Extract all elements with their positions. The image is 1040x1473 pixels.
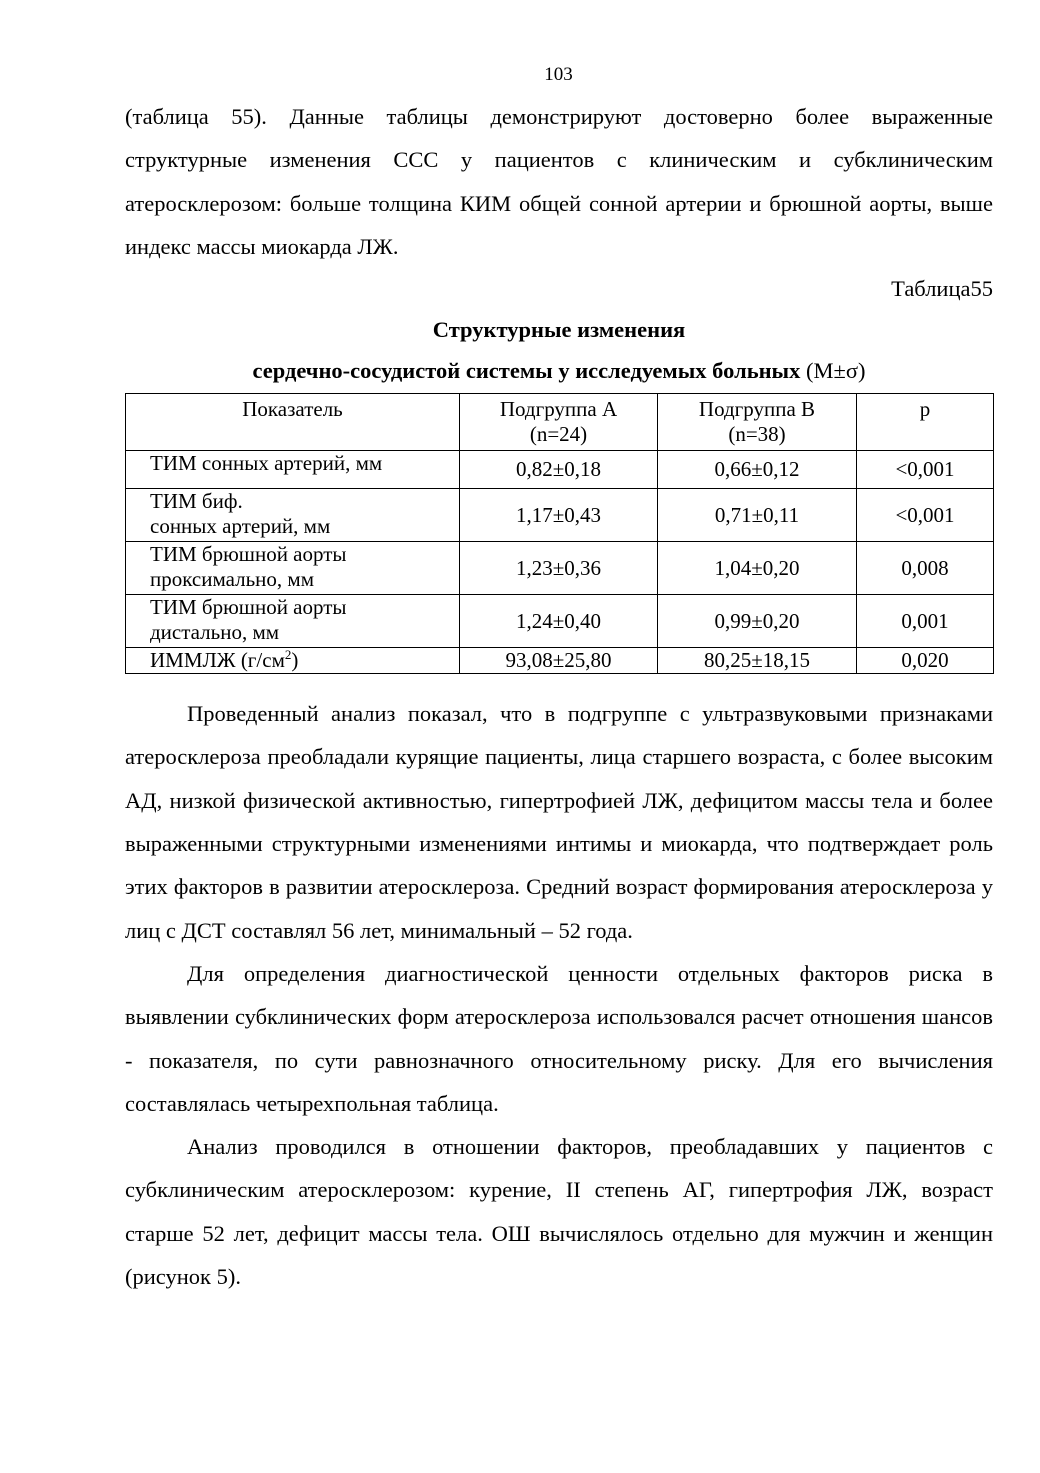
table-title-line1	[125, 309, 993, 350]
table-title-line2	[125, 350, 993, 391]
row-label-line1: ТИМ брюшной аорты	[150, 542, 347, 567]
table-row	[126, 489, 994, 542]
row-value-p: <0,001	[857, 451, 994, 489]
page-content	[125, 95, 993, 1298]
body-paragraph: Для определения диагностической ценности отдельных факторов риска в выявлении субклинических форм атеросклероза использовался расчет отношения шансов - показателя, по сути равнозначного относительному риску. Для его вычисления составлялась четырехпольная таблица.	[125, 960, 993, 1116]
header-subgroup-b-name: Подгруппа В	[698, 397, 816, 422]
structural-changes-table	[125, 393, 994, 674]
row-value-b: 80,25±18,15	[658, 648, 857, 674]
row-value-b: 1,04±0,20	[658, 542, 857, 595]
table-title-line2-bold: сердечно-сосудистой системы у исследуемых больных	[252, 358, 801, 384]
header-indicator: Показатель	[126, 394, 460, 451]
row-value-p: 0,020	[857, 648, 994, 674]
row-label	[126, 489, 460, 542]
row-value-a: 93,08±25,80	[460, 648, 658, 674]
row-label	[126, 542, 460, 595]
row-value-a: 1,24±0,40	[460, 595, 658, 648]
body-paragraph: Проведенный анализ показал, что в подгруппе с ультразвуковыми признаками атеросклероза преобладали курящие пациенты, лица старшего возраста, с более высоким АД, низкой физической активностью, гипертрофией ЛЖ, дефицитом массы тела и более выраженными структурными изменениями интимы и миокарда, что подтверждает роль этих факторов в развитии атеросклероза. Средний возраст формирования атеросклероза у лиц с ДСТ составлял 56 лет, минимальный – 52 года.	[125, 701, 993, 943]
header-subgroup-a-n: (n=24)	[529, 422, 588, 447]
header-subgroup-a	[460, 394, 658, 451]
row-label-line1: ТИМ брюшной аорты	[150, 595, 347, 620]
row-value-a: 1,23±0,36	[460, 542, 658, 595]
row-value-p: 0,008	[857, 542, 994, 595]
header-subgroup-b	[658, 394, 857, 451]
table-header-row	[126, 394, 994, 451]
table-row	[126, 648, 994, 674]
row-label	[126, 595, 460, 648]
row-value-a: 1,17±0,43	[460, 489, 658, 542]
table-row	[126, 451, 994, 489]
table-title-line1-text: Структурные изменения	[432, 317, 686, 343]
row-value-b: 0,71±0,11	[658, 489, 857, 542]
body-paragraph: Анализ проводился в отношении факторов, преобладавших у пациентов с субклиническим атеросклерозом: курение, II степень АГ, гипертрофия ЛЖ, возраст старше 52 лет, дефицит массы тела. ОШ вычислялось отдельно для мужчин и женщин (рисунок 5).	[125, 1134, 993, 1290]
row-label-line2: проксимально, мм	[150, 567, 315, 592]
row-value-a: 0,82±0,18	[460, 451, 658, 489]
row-label: ТИМ сонных артерий, мм	[126, 451, 460, 489]
table-title-line2-normal: (M±σ)	[800, 358, 866, 384]
row-value-b: 0,99±0,20	[658, 595, 857, 648]
header-p: p	[857, 394, 994, 451]
row-label-prefix: ИММЛЖ (г/см	[150, 648, 285, 673]
row-label	[126, 648, 460, 674]
intro-paragraph: (таблица 55). Данные таблицы демонстрируют достоверно более выраженные структурные изменения ССС у пациентов с клиническим и субклиническим атеросклерозом: больше толщина КИМ общей сонной артерии и брюшной аорты, выше индекс массы миокарда ЛЖ.	[125, 104, 993, 259]
row-value-p: 0,001	[857, 595, 994, 648]
header-subgroup-a-name: Подгруппа А	[499, 397, 618, 422]
table-label: Таблица55	[891, 276, 993, 302]
table-row	[126, 542, 994, 595]
page-number: 103	[544, 64, 573, 85]
table-row	[126, 595, 994, 648]
row-value-p: <0,001	[857, 489, 994, 542]
row-label-line2: дистально, мм	[150, 620, 280, 645]
row-label-superscript: 2	[284, 647, 292, 663]
row-label-line2: сонных артерий, мм	[150, 514, 331, 539]
row-label-suffix: )	[291, 648, 299, 673]
row-value-b: 0,66±0,12	[658, 451, 857, 489]
row-label-line1: ТИМ биф.	[150, 489, 243, 514]
header-subgroup-b-n: (n=38)	[728, 422, 786, 447]
